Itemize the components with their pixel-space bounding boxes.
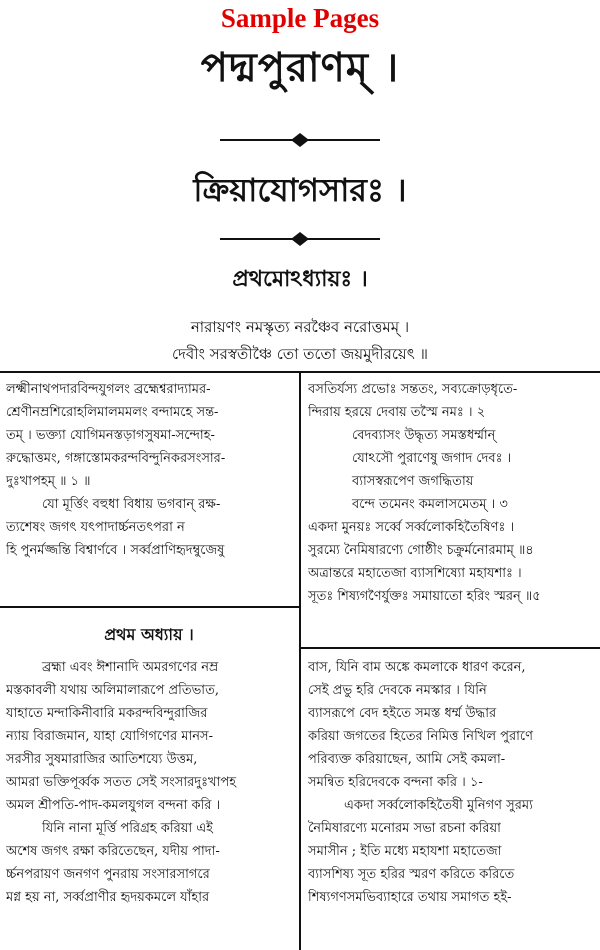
chapter-heading: প্রথমোঽধ্যায়ঃ । bbox=[232, 266, 368, 292]
text-line: মস্তকাবলী যথায় অলিমালারূপে প্রতিভাত, bbox=[6, 683, 219, 698]
text-line: শিষ্যগণসমভিব্যাহারে তথায় সমাগত হই- bbox=[308, 890, 512, 905]
text-line: অত্রান্তরে মহাতেজা ব্যাসশিষ্যো মহাযশাঃ । bbox=[308, 566, 522, 581]
text-line: ত্যশেষং জগৎ যৎপাদার্চ্চনতৎপরা ন bbox=[6, 520, 185, 535]
text-line: বন্দে তমেনং কমলাসমেতম্ । ৩ bbox=[352, 497, 508, 512]
text-line: ব্যাসরূপে বেদ হইতে সমস্ত ধর্ম্ম উদ্ধার bbox=[308, 706, 497, 721]
column-divider bbox=[299, 373, 301, 950]
sanskrit-left-column bbox=[6, 378, 294, 562]
text-line: আমরা ভক্তিপূর্ব্বক সতত সেই সংসারদুঃখাপহ bbox=[6, 775, 237, 790]
text-line: যিনি নানা মূর্ত্তি পরিগ্রহ করিয়া এই bbox=[42, 821, 213, 836]
text-line: দুঃখাপহম্ ॥ ১ ॥ bbox=[6, 474, 91, 489]
horizontal-rule bbox=[0, 606, 299, 608]
text-line: তম্ । ভক্ত্যা যোগিমনস্তড়াগসুষমা-সন্দোহ- bbox=[6, 428, 215, 443]
text-line: বেদব্যাসং উদ্ধৃত্য সমস্তধর্ম্মান্ bbox=[352, 428, 496, 443]
text-line: ব্যাসশিষ্য সূত হরির স্মরণ করিতে করিতে bbox=[308, 867, 515, 882]
page-title: পদ্মপুরাণম্ । bbox=[200, 44, 400, 91]
text-line: সরসীর সুষমারাজির আতিশয্যে উত্তম, bbox=[6, 752, 198, 767]
text-line: সেই প্রভু হরি দেবকে নমস্কার । যিনি bbox=[308, 683, 487, 698]
text-line: সূতঃ শিষ্যগণৈর্যুক্তঃ সমায়াতো হরিং স্মরন্ ॥৫ bbox=[308, 589, 541, 604]
text-line: একদা মুনয়ঃ সর্ব্বে সর্ব্বলোকহিতৈষিণঃ । bbox=[308, 520, 515, 535]
invocation-line: নারায়ণং নমস্কৃত্য নরঞ্চৈব নরোত্তমম্ । bbox=[190, 318, 410, 336]
horizontal-rule bbox=[301, 647, 600, 649]
sanskrit-right-column bbox=[308, 378, 596, 608]
text-line: রুদ্ধোত্তমং, গঙ্গাস্তোমকরন্দবিন্দুনিকরসংসার- bbox=[6, 451, 226, 466]
text-line: ব্যাসস্বরূপেণ জগদ্ধিতায় bbox=[352, 474, 474, 489]
text-line: ন্যায় বিরাজমান, যাহা যোগিগণের মানস- bbox=[6, 729, 213, 744]
text-line: অশেষ জগৎ রক্ষা করিতেছেন, যদীয় পাদা- bbox=[6, 844, 220, 859]
text-line: যোঽসৌ পুরাণেষু জগাদ দেবঃ । bbox=[352, 451, 512, 466]
text-line: নৈমিষারণ্যে মনোরম সভা রচনা করিয়া bbox=[308, 821, 501, 836]
text-line: অমল শ্রীপতি-পাদ-কমলযুগল বন্দনা করি । bbox=[6, 798, 221, 813]
text-line: র্চ্চনপরায়ণ জনগণ পুনরায় সংসারসাগরে bbox=[6, 867, 210, 882]
text-line: হি পুনর্মজ্জন্তি বিশ্বার্ণবে । সর্ব্বপ্রাণিহৃদম্বুজেষু bbox=[6, 543, 225, 558]
text-line: বাস, যিনি বাম অঙ্কে কমলাকে ধারণ করেন, bbox=[308, 660, 526, 675]
text-line: সমন্বিত হরিদেবকে বন্দনা করি । ১- bbox=[308, 775, 483, 790]
text-line: শ্রেণীনম্রশিরোহলিমালমমলং বন্দামহে সন্ত- bbox=[6, 405, 219, 420]
text-line: বসতির্যস্য প্রভোঃ সন্ততং, সব্যক্রোড়ধৃতে- bbox=[308, 382, 518, 397]
text-line: করিয়া জগতের হিতের নিমিত্ত নিখিল পুরাণে bbox=[308, 729, 533, 744]
invocation-line: দেবীং সরস্বতীঞ্চৈ তো ততো জয়মুদীরয়েৎ ॥ bbox=[171, 345, 429, 363]
section-subtitle: ক্রিয়াযোগসারঃ । bbox=[193, 171, 407, 209]
text-line: লক্ষ্মীনাথপদারবিন্দযুগলং ব্রহ্মেশ্বরাদ্যামর- bbox=[6, 382, 211, 397]
sample-pages-banner: Sample Pages bbox=[220, 3, 380, 33]
text-line: মগ্ন হয় না, সর্ব্বপ্রাণীর হৃদয়কমলে যাঁহার bbox=[6, 890, 210, 905]
text-line: যাহাতে মন্দাকিনীবারি মকরন্দবিন্দুরাজির bbox=[6, 706, 208, 721]
text-line: একদা সর্ব্বলোকহিতৈষী মুনিগণ সুরম্য bbox=[344, 798, 533, 813]
ornament-divider-bottom bbox=[210, 232, 390, 246]
text-line: সুরম্যে নৈমিষারণ্যে গোষ্ঠীং চক্রুর্মনোরমাম্ ॥৪ bbox=[308, 543, 534, 558]
text-line: যো মূর্ত্তিং বহুধা বিধায় ভগবান্ রক্ষ- bbox=[42, 497, 221, 512]
text-line: পরিব্যক্ত করিয়াছেন, আমি সেই কমলা- bbox=[308, 752, 506, 767]
ornament-divider-top bbox=[210, 133, 390, 147]
text-line: ব্রহ্মা এবং ঈশানাদি অমরগণের নম্র bbox=[42, 660, 219, 675]
text-line: ন্দিরায় হরয়ে দেবায় তস্মৈ নমঃ । ২ bbox=[308, 405, 486, 420]
text-line: সমাসীন ; ইতি মধ্যে মহাযশা মহাতেজা bbox=[308, 844, 502, 859]
bengali-left-column bbox=[6, 656, 294, 909]
bengali-chapter-heading: প্রথম অধ্যায় । bbox=[104, 625, 194, 644]
bengali-right-column bbox=[308, 656, 596, 909]
